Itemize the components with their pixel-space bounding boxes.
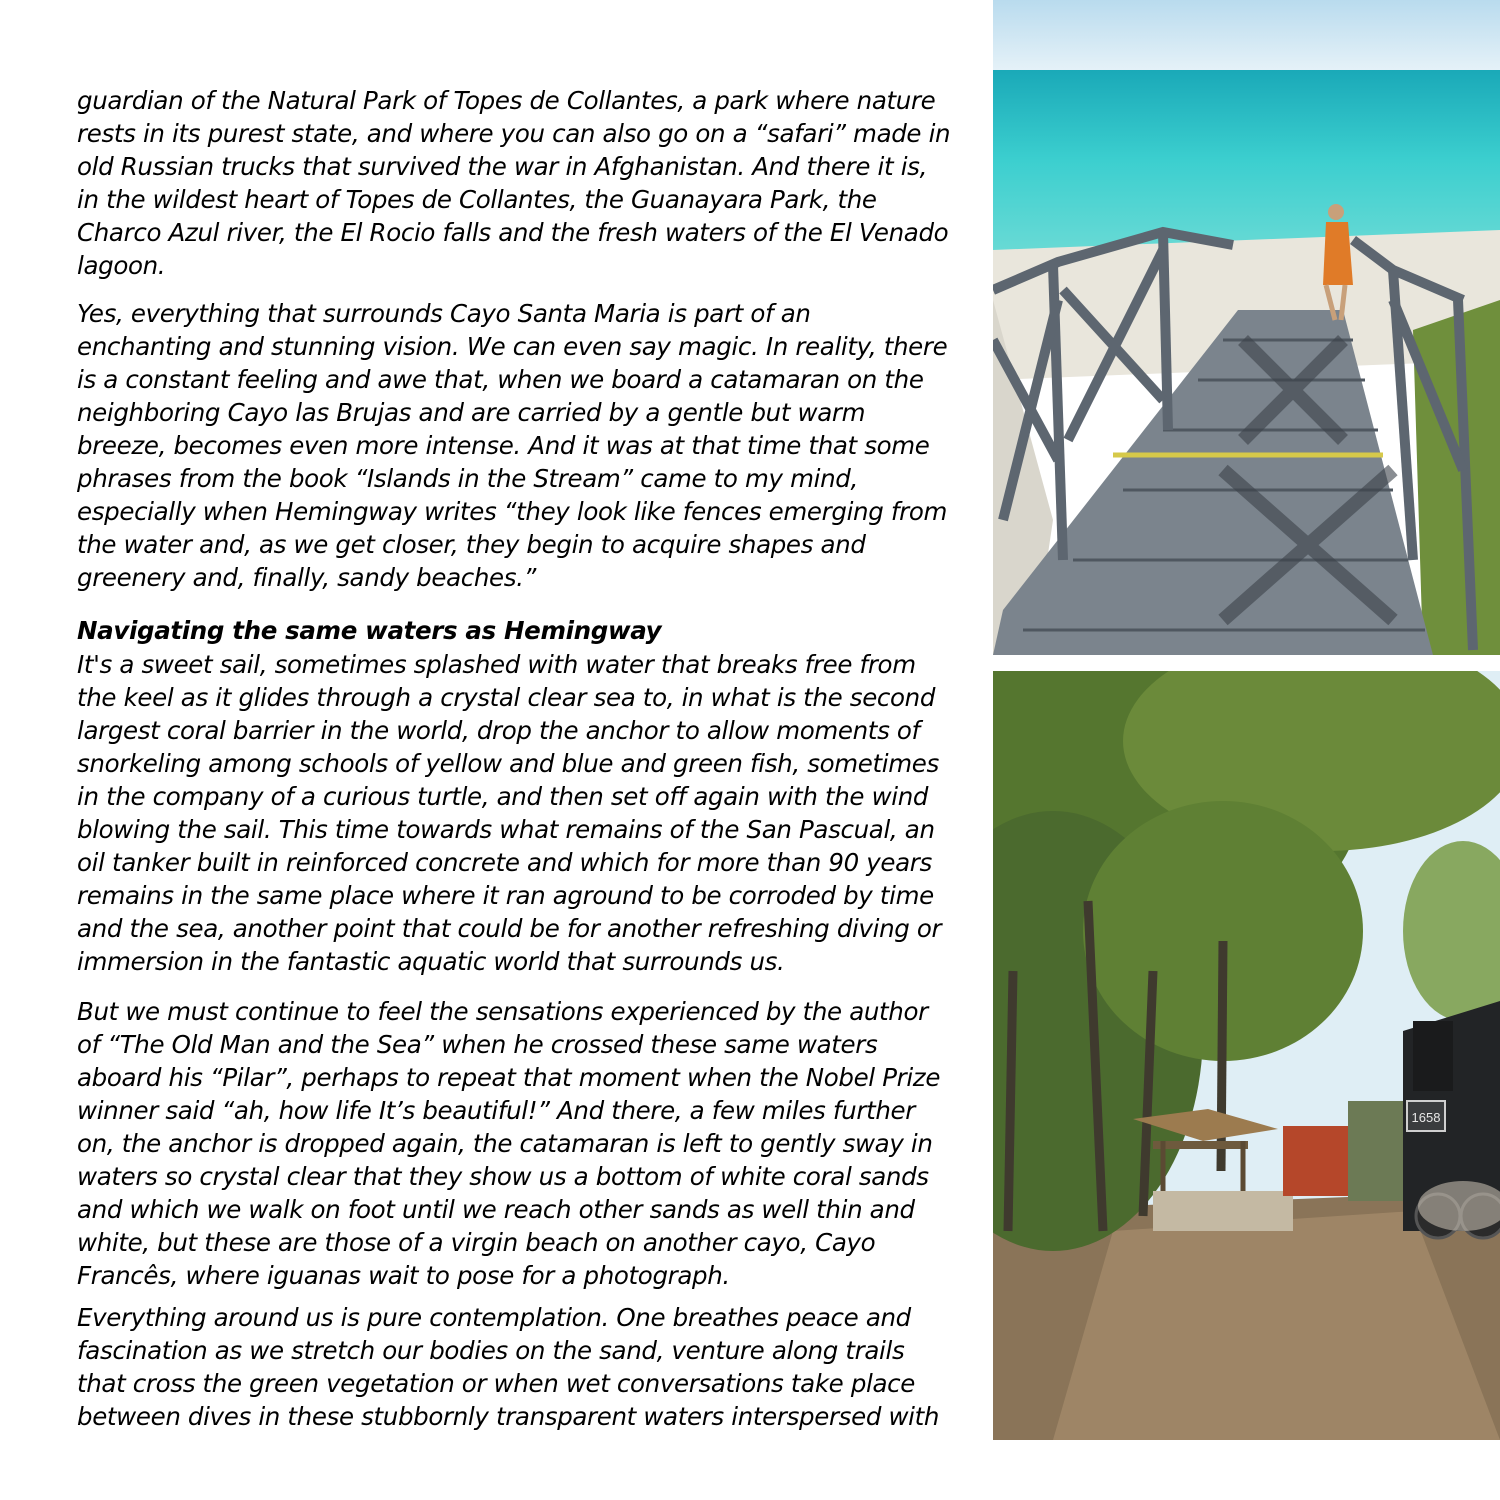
article-paragraph: But we must continue to feel the sensations experienced by the author of “The Old Man and the Sea” when he crossed these same waters aboard his “Pilar”, perhaps to repeat that moment when the Nobel Prize winner said “ah, how life It’s beautiful!” And there, a few miles further on, the anchor is dropped again, the catamaran is left to gently sway in waters so crystal clear that they show us a bottom of white coral sands and which we walk on foot until we reach other sands as well thin and white, but these are those of a virgin beach on another cayo, Cayo Francês, where iguanas wait to pose for a photograph. — [77, 997, 941, 1290]
beach-boardwalk-photo — [993, 0, 1500, 655]
article-paragraph: Yes, everything that surrounds Cayo Santa Maria is part of an enchanting and stunning vision. We can even say magic. In reality, there is a constant feeling and awe that, when we board a catamaran on the neighboring Cayo las Brujas and are carried by a gentle but warm breeze, becomes even more intense. And it was at that time that some phrases from the book “Islands in the Stream” came to my mind, especially when Hemingway writes “they look like fences emerging from the water and, as we get closer, they begin to acquire shapes and greenery and, finally, sandy beaches.” — [77, 299, 948, 592]
steam-train-illustration — [993, 671, 1500, 1440]
section-heading: Navigating the same waters as Hemingway — [77, 616, 662, 645]
article-paragraph: It's a sweet sail, sometimes splashed with water that breaks free from the keel as it glides through a crystal clear sea to, in what is the second largest coral barrier in the world, drop the anchor to allow moments of snorkeling among schools of yellow and blue and green fish, sometimes in the company of a curious turtle, and then set off again with the wind blowing the sail. This time towards what remains of the San Pascual, an oil tanker built in reinforced concrete and which for more than 90 years remains in the same place where it ran aground to be corroded by time and the sea, another point that could be for another refreshing diving or immersion in the fantastic aquatic world that surrounds us. — [77, 650, 942, 976]
article-paragraph: guardian of the Natural Park of Topes de Collantes, a park where nature rests in its purest state, and where you can also go on a “safari” made in old Russian trucks that survived the war in Afghanistan. And there it is, in the wildest heart of Topes de Collantes, the Guanayara Park, the Charco Azul river, the El Rocio falls and the fresh waters of the El Venado lagoon. — [77, 86, 951, 280]
article-body — [77, 84, 952, 1433]
locomotive-number: 1658 — [1411, 1110, 1441, 1125]
steam-train-photo — [993, 671, 1500, 1440]
beach-boardwalk-illustration — [993, 0, 1500, 655]
article-paragraph: Everything around us is pure contemplation. One breathes peace and fascination as we stretch our bodies on the sand, venture along trails that cross the green vegetation or when wet conversations take place between dives in these stubbornly transparent waters interspersed with — [77, 1303, 940, 1431]
